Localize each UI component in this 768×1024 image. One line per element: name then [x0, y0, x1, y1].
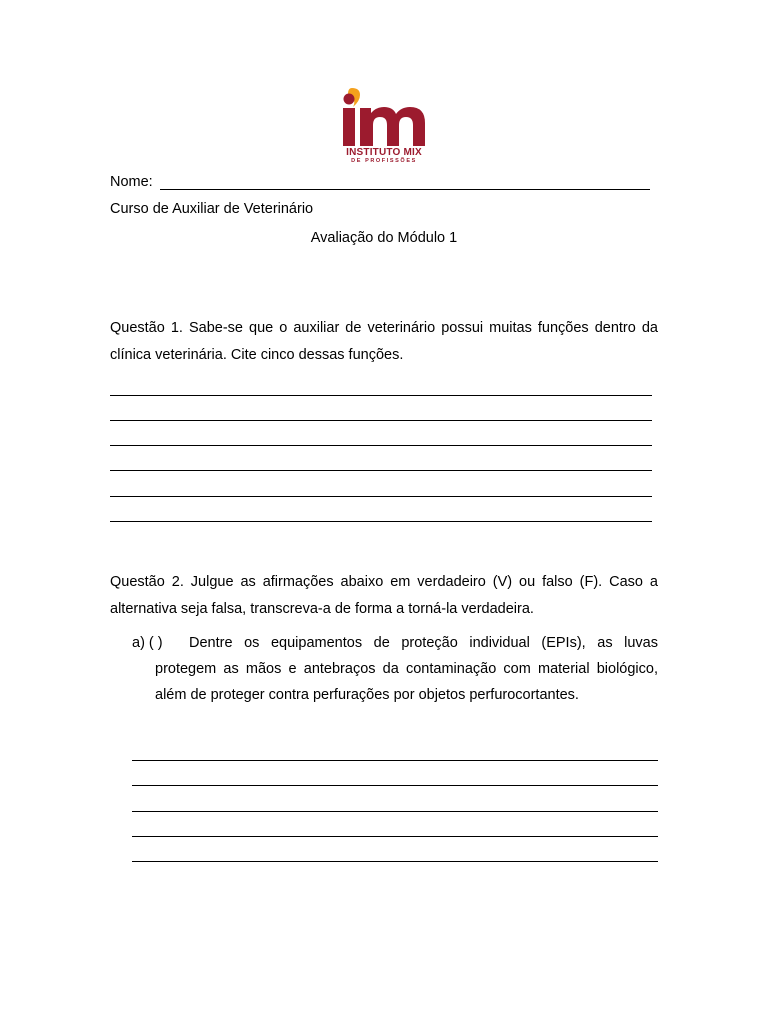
exam-title: Avaliação do Módulo 1	[310, 230, 458, 246]
answer-line[interactable]	[110, 395, 652, 396]
answer-line[interactable]	[132, 861, 658, 862]
answer-line[interactable]	[110, 445, 652, 446]
question-1-text: Questão 1. Sabe-se que o auxiliar de veterinário possui muitas funções dentro da clínica veterinária. Cite cinco dessas funções.	[110, 320, 658, 363]
answer-line[interactable]	[132, 760, 658, 761]
question-2-text: Questão 2. Julgue as afirmações abaixo em verdadeiro (V) ou falso (F). Caso a alternativa seja falsa, transcreva-a de forma a torná-la verdadeira.	[110, 574, 658, 617]
answer-line[interactable]	[132, 785, 658, 786]
course-title: Curso de Auxiliar de Veterinário	[110, 201, 314, 217]
question-2-item-a	[132, 630, 658, 708]
answer-line[interactable]	[110, 521, 652, 522]
logo-subtitle-text: DE PROFISSÕES	[351, 158, 417, 164]
institute-logo	[338, 86, 430, 166]
item-a-text: Dentre os equipamentos de proteção individual (EPIs), as luvas protegem as mãos e antebraços da contaminação com material biológico, além de proteger contra perfurações por objetos perfurocortantes.	[155, 635, 658, 703]
logo-name-text: INSTITUTO MIX	[346, 147, 422, 158]
answer-line[interactable]	[132, 811, 658, 812]
answer-line[interactable]	[110, 496, 652, 497]
answer-line[interactable]	[132, 836, 658, 837]
answer-line[interactable]	[110, 420, 652, 421]
answer-line[interactable]	[110, 470, 652, 471]
name-answer-line[interactable]	[160, 189, 650, 190]
item-a-marker[interactable]: a) ( )	[132, 635, 163, 651]
im-logo-mark	[338, 86, 430, 148]
name-label: Nome:	[110, 174, 153, 190]
